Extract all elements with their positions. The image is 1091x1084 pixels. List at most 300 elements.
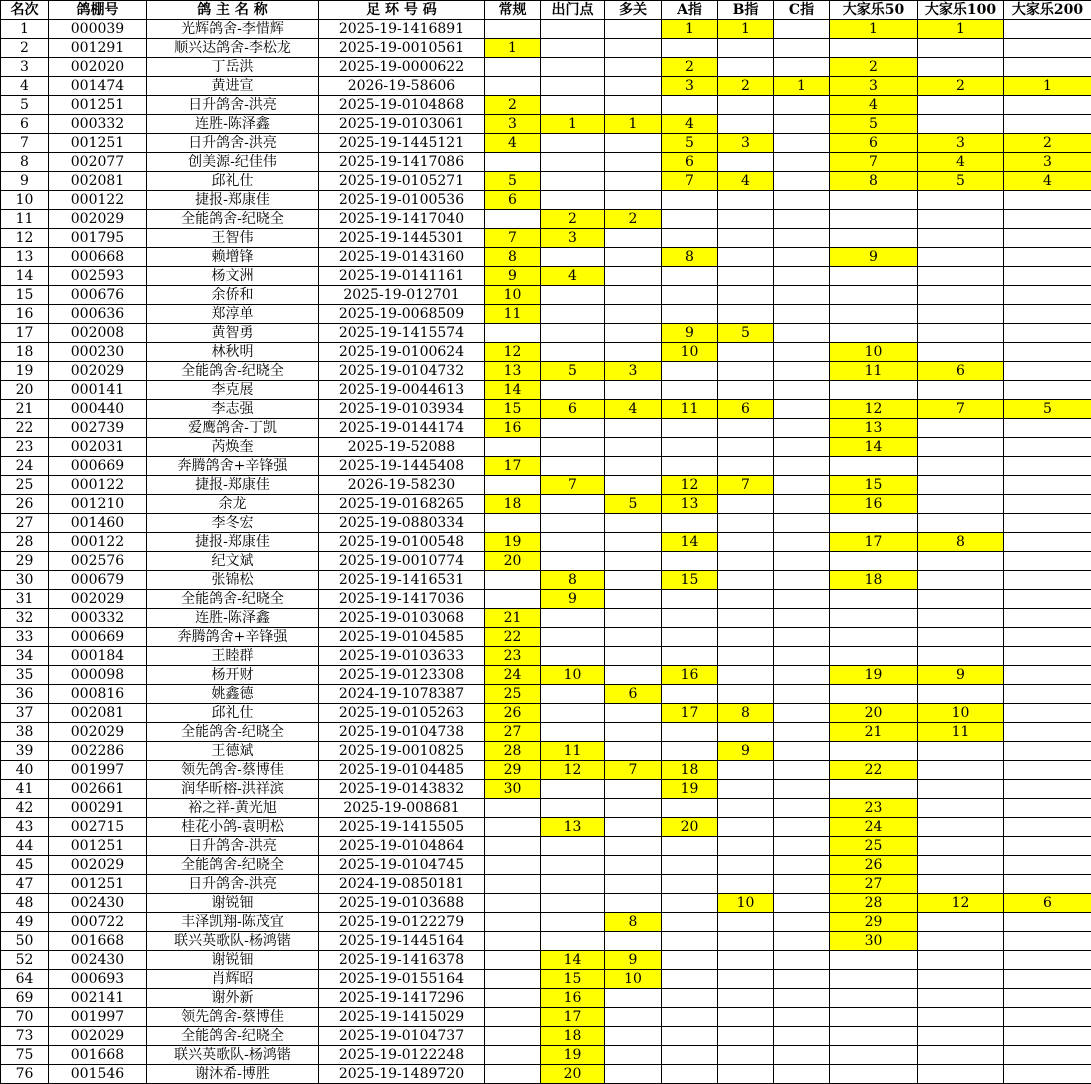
dajiale-50-cell (830, 590, 918, 609)
multi-stage-cell (605, 799, 662, 818)
regular-cell: 17 (485, 457, 541, 476)
regular-cell (485, 913, 541, 932)
loft-id-cell: 000669 (49, 628, 147, 647)
dajiale-200-cell (1004, 210, 1091, 229)
regular-cell (485, 799, 541, 818)
rank-cell: 12 (1, 229, 49, 248)
owner-name-cell: 王智伟 (147, 229, 319, 248)
dajiale-100-cell: 8 (918, 533, 1004, 552)
rank-cell: 28 (1, 533, 49, 552)
owner-name-cell: 邱礼仕 (147, 704, 319, 723)
ring-number-cell: 2025-19-1415029 (319, 1008, 485, 1027)
dajiale-200-cell (1004, 362, 1091, 381)
dajiale-50-cell: 6 (830, 134, 918, 153)
loft-id-cell: 002029 (49, 590, 147, 609)
c-index-cell (774, 267, 830, 286)
dajiale-100-cell (918, 305, 1004, 324)
header-b-index: B指 (718, 1, 774, 20)
dajiale-200-cell (1004, 837, 1091, 856)
multi-stage-cell (605, 58, 662, 77)
exit-point-cell (541, 837, 605, 856)
owner-name-cell: 全能鸽舍-纪晓全 (147, 856, 319, 875)
dajiale-200-cell (1004, 609, 1091, 628)
exit-point-cell (541, 457, 605, 476)
table-row (1, 96, 1091, 115)
c-index-cell (774, 381, 830, 400)
rank-cell: 19 (1, 362, 49, 381)
regular-cell: 30 (485, 780, 541, 799)
table-row (1, 457, 1091, 476)
c-index-cell (774, 172, 830, 191)
dajiale-200-cell (1004, 96, 1091, 115)
owner-name-cell: 李冬宏 (147, 514, 319, 533)
dajiale-200-cell (1004, 1008, 1091, 1027)
regular-cell: 9 (485, 267, 541, 286)
ring-number-cell: 2025-19-0103633 (319, 647, 485, 666)
c-index-cell (774, 704, 830, 723)
header-exit-point: 出门点 (541, 1, 605, 20)
ring-number-cell: 2025-19-0105271 (319, 172, 485, 191)
owner-name-cell: 王德斌 (147, 742, 319, 761)
dajiale-200-cell: 3 (1004, 153, 1091, 172)
dajiale-50-cell (830, 39, 918, 58)
ring-number-cell: 2025-19-1445301 (319, 229, 485, 248)
owner-name-cell: 日升鸽舍-洪亮 (147, 134, 319, 153)
c-index-cell (774, 1008, 830, 1027)
dajiale-50-cell: 2 (830, 58, 918, 77)
b-index-cell (718, 305, 774, 324)
dajiale-50-cell: 4 (830, 96, 918, 115)
ring-number-cell: 2025-19-1417086 (319, 153, 485, 172)
table-row (1, 324, 1091, 343)
table-row (1, 514, 1091, 533)
dajiale-200-cell (1004, 495, 1091, 514)
b-index-cell (718, 571, 774, 590)
multi-stage-cell: 3 (605, 362, 662, 381)
multi-stage-cell (605, 172, 662, 191)
c-index-cell (774, 362, 830, 381)
loft-id-cell: 000039 (49, 20, 147, 39)
dajiale-200-cell (1004, 20, 1091, 39)
c-index-cell (774, 989, 830, 1008)
owner-name-cell: 捷报-郑康佳 (147, 191, 319, 210)
dajiale-100-cell (918, 837, 1004, 856)
owner-name-cell: 谢锐钿 (147, 894, 319, 913)
dajiale-200-cell (1004, 780, 1091, 799)
ring-number-cell: 2025-19-1415505 (319, 818, 485, 837)
dajiale-50-cell: 18 (830, 571, 918, 590)
owner-name-cell: 联兴英歌队-杨鸿锴 (147, 932, 319, 951)
exit-point-cell: 4 (541, 267, 605, 286)
dajiale-100-cell (918, 970, 1004, 989)
b-index-cell (718, 58, 774, 77)
dajiale-200-cell (1004, 533, 1091, 552)
owner-name-cell: 余龙 (147, 495, 319, 514)
loft-id-cell: 000122 (49, 476, 147, 495)
c-index-cell (774, 685, 830, 704)
c-index-cell (774, 324, 830, 343)
loft-id-cell: 001251 (49, 837, 147, 856)
multi-stage-cell (605, 989, 662, 1008)
table-row (1, 115, 1091, 134)
a-index-cell (662, 989, 718, 1008)
header-row (1, 1, 1091, 20)
rank-cell: 5 (1, 96, 49, 115)
dajiale-200-cell (1004, 58, 1091, 77)
dajiale-100-cell (918, 419, 1004, 438)
c-index-cell (774, 248, 830, 267)
ring-number-cell: 2025-19-0155164 (319, 970, 485, 989)
rank-cell: 44 (1, 837, 49, 856)
multi-stage-cell (605, 419, 662, 438)
owner-name-cell: 奔腾鸽舍+辛锋强 (147, 628, 319, 647)
b-index-cell (718, 514, 774, 533)
table-row (1, 1046, 1091, 1065)
regular-cell (485, 590, 541, 609)
dajiale-100-cell (918, 381, 1004, 400)
table-row (1, 229, 1091, 248)
dajiale-100-cell (918, 1008, 1004, 1027)
exit-point-cell (541, 932, 605, 951)
b-index-cell: 7 (718, 476, 774, 495)
regular-cell: 2 (485, 96, 541, 115)
ring-number-cell: 2025-19-0104732 (319, 362, 485, 381)
header-ring-number: 足 环 号 码 (319, 1, 485, 20)
c-index-cell (774, 647, 830, 666)
ring-number-cell: 2025-19-0104585 (319, 628, 485, 647)
dajiale-100-cell (918, 229, 1004, 248)
ring-number-cell: 2025-19-0044613 (319, 381, 485, 400)
a-index-cell: 1 (662, 20, 718, 39)
b-index-cell (718, 457, 774, 476)
dajiale-100-cell (918, 210, 1004, 229)
owner-name-cell: 丰泽凯翔-陈茂宜 (147, 913, 319, 932)
loft-id-cell: 000676 (49, 286, 147, 305)
dajiale-100-cell (918, 989, 1004, 1008)
dajiale-50-cell (830, 191, 918, 210)
ring-number-cell: 2025-19-0103934 (319, 400, 485, 419)
loft-id-cell: 000722 (49, 913, 147, 932)
dajiale-200-cell: 4 (1004, 172, 1091, 191)
c-index-cell (774, 609, 830, 628)
multi-stage-cell (605, 381, 662, 400)
header-rank: 名次 (1, 1, 49, 20)
rank-cell: 25 (1, 476, 49, 495)
rank-cell: 15 (1, 286, 49, 305)
a-index-cell: 20 (662, 818, 718, 837)
table-row (1, 856, 1091, 875)
exit-point-cell: 20 (541, 1065, 605, 1084)
regular-cell: 12 (485, 343, 541, 362)
table-row (1, 704, 1091, 723)
regular-cell: 16 (485, 419, 541, 438)
regular-cell: 22 (485, 628, 541, 647)
rank-cell: 9 (1, 172, 49, 191)
ring-number-cell: 2025-19-1489720 (319, 1065, 485, 1084)
rank-cell: 43 (1, 818, 49, 837)
dajiale-200-cell (1004, 704, 1091, 723)
table-row (1, 970, 1091, 989)
ring-number-cell: 2025-19-008681 (319, 799, 485, 818)
owner-name-cell: 裕之祥-黄光旭 (147, 799, 319, 818)
rank-cell: 42 (1, 799, 49, 818)
regular-cell (485, 856, 541, 875)
regular-cell: 21 (485, 609, 541, 628)
rank-cell: 3 (1, 58, 49, 77)
dajiale-100-cell (918, 799, 1004, 818)
owner-name-cell: 丁岳洪 (147, 58, 319, 77)
dajiale-50-cell: 10 (830, 343, 918, 362)
dajiale-100-cell: 6 (918, 362, 1004, 381)
a-index-cell (662, 419, 718, 438)
c-index-cell (774, 457, 830, 476)
regular-cell: 4 (485, 134, 541, 153)
multi-stage-cell (605, 1065, 662, 1084)
loft-id-cell: 000291 (49, 799, 147, 818)
rank-cell: 38 (1, 723, 49, 742)
b-index-cell (718, 856, 774, 875)
regular-cell: 20 (485, 552, 541, 571)
ring-number-cell: 2024-19-0850181 (319, 875, 485, 894)
dajiale-50-cell: 13 (830, 419, 918, 438)
table-row (1, 39, 1091, 58)
exit-point-cell: 7 (541, 476, 605, 495)
loft-id-cell: 002029 (49, 723, 147, 742)
a-index-cell (662, 951, 718, 970)
regular-cell: 7 (485, 229, 541, 248)
exit-point-cell: 17 (541, 1008, 605, 1027)
regular-cell (485, 58, 541, 77)
rank-cell: 49 (1, 913, 49, 932)
rank-cell: 34 (1, 647, 49, 666)
c-index-cell (774, 970, 830, 989)
c-index-cell (774, 476, 830, 495)
regular-cell (485, 894, 541, 913)
c-index-cell (774, 723, 830, 742)
header-a-index: A指 (662, 1, 718, 20)
rank-cell: 39 (1, 742, 49, 761)
multi-stage-cell (605, 267, 662, 286)
ring-number-cell: 2025-19-012701 (319, 286, 485, 305)
owner-name-cell: 林秋明 (147, 343, 319, 362)
dajiale-100-cell (918, 58, 1004, 77)
regular-cell (485, 989, 541, 1008)
a-index-cell (662, 799, 718, 818)
table-row (1, 989, 1091, 1008)
rank-cell: 21 (1, 400, 49, 419)
exit-point-cell: 1 (541, 115, 605, 134)
dajiale-50-cell (830, 628, 918, 647)
a-index-cell (662, 856, 718, 875)
c-index-cell (774, 210, 830, 229)
dajiale-100-cell: 9 (918, 666, 1004, 685)
loft-id-cell: 002029 (49, 1027, 147, 1046)
a-index-cell: 8 (662, 248, 718, 267)
table-row (1, 780, 1091, 799)
table-row (1, 248, 1091, 267)
owner-name-cell: 全能鸽舍-纪晓全 (147, 590, 319, 609)
a-index-cell (662, 1065, 718, 1084)
exit-point-cell (541, 77, 605, 96)
dajiale-200-cell (1004, 267, 1091, 286)
dajiale-50-cell: 22 (830, 761, 918, 780)
b-index-cell (718, 875, 774, 894)
b-index-cell (718, 628, 774, 647)
a-index-cell: 16 (662, 666, 718, 685)
rank-cell: 47 (1, 875, 49, 894)
b-index-cell (718, 1046, 774, 1065)
table-row (1, 1027, 1091, 1046)
dajiale-100-cell (918, 343, 1004, 362)
dajiale-200-cell (1004, 856, 1091, 875)
owner-name-cell: 邱礼仕 (147, 172, 319, 191)
b-index-cell (718, 533, 774, 552)
ring-number-cell: 2025-19-0103061 (319, 115, 485, 134)
b-index-cell (718, 343, 774, 362)
a-index-cell: 2 (662, 58, 718, 77)
owner-name-cell: 创美源-纪佳伟 (147, 153, 319, 172)
exit-point-cell (541, 305, 605, 324)
dajiale-100-cell (918, 856, 1004, 875)
exit-point-cell: 15 (541, 970, 605, 989)
b-index-cell (718, 1027, 774, 1046)
a-index-cell (662, 438, 718, 457)
b-index-cell: 2 (718, 77, 774, 96)
a-index-cell: 18 (662, 761, 718, 780)
exit-point-cell (541, 609, 605, 628)
a-index-cell (662, 552, 718, 571)
c-index-cell (774, 666, 830, 685)
c-index-cell (774, 438, 830, 457)
a-index-cell (662, 457, 718, 476)
b-index-cell (718, 362, 774, 381)
table-row (1, 609, 1091, 628)
dajiale-50-cell (830, 970, 918, 989)
rank-cell: 48 (1, 894, 49, 913)
b-index-cell: 6 (718, 400, 774, 419)
dajiale-200-cell (1004, 951, 1091, 970)
dajiale-200-cell (1004, 248, 1091, 267)
regular-cell (485, 970, 541, 989)
dajiale-200-cell (1004, 818, 1091, 837)
rank-cell: 50 (1, 932, 49, 951)
a-index-cell (662, 932, 718, 951)
a-index-cell: 4 (662, 115, 718, 134)
multi-stage-cell: 8 (605, 913, 662, 932)
dajiale-100-cell (918, 647, 1004, 666)
exit-point-cell (541, 628, 605, 647)
dajiale-200-cell: 1 (1004, 77, 1091, 96)
ring-number-cell: 2025-19-1416891 (319, 20, 485, 39)
a-index-cell (662, 210, 718, 229)
c-index-cell (774, 875, 830, 894)
a-index-cell: 10 (662, 343, 718, 362)
dajiale-100-cell (918, 932, 1004, 951)
c-index-cell (774, 780, 830, 799)
exit-point-cell: 16 (541, 989, 605, 1008)
header-loft-id: 鸽棚号 (49, 1, 147, 20)
c-index-cell (774, 305, 830, 324)
rank-cell: 33 (1, 628, 49, 647)
ring-number-cell: 2025-19-0100536 (319, 191, 485, 210)
exit-point-cell (541, 248, 605, 267)
dajiale-50-cell: 15 (830, 476, 918, 495)
c-index-cell (774, 400, 830, 419)
dajiale-200-cell (1004, 438, 1091, 457)
dajiale-200-cell: 5 (1004, 400, 1091, 419)
rank-cell: 16 (1, 305, 49, 324)
regular-cell: 8 (485, 248, 541, 267)
a-index-cell (662, 286, 718, 305)
c-index-cell (774, 590, 830, 609)
c-index-cell (774, 343, 830, 362)
c-index-cell (774, 818, 830, 837)
dajiale-100-cell (918, 191, 1004, 210)
dajiale-50-cell: 30 (830, 932, 918, 951)
dajiale-200-cell (1004, 305, 1091, 324)
ring-number-cell: 2025-19-0010825 (319, 742, 485, 761)
a-index-cell (662, 970, 718, 989)
loft-id-cell: 001795 (49, 229, 147, 248)
c-index-cell (774, 286, 830, 305)
c-index-cell (774, 58, 830, 77)
regular-cell: 25 (485, 685, 541, 704)
b-index-cell (718, 96, 774, 115)
dajiale-100-cell (918, 1027, 1004, 1046)
loft-id-cell: 001668 (49, 932, 147, 951)
dajiale-50-cell: 9 (830, 248, 918, 267)
ring-number-cell: 2025-19-0103688 (319, 894, 485, 913)
dajiale-100-cell (918, 514, 1004, 533)
b-index-cell (718, 761, 774, 780)
exit-point-cell (541, 514, 605, 533)
regular-cell: 29 (485, 761, 541, 780)
a-index-cell: 15 (662, 571, 718, 590)
ring-number-cell: 2025-19-0144174 (319, 419, 485, 438)
regular-cell (485, 324, 541, 343)
owner-name-cell: 王睦群 (147, 647, 319, 666)
dajiale-50-cell: 7 (830, 153, 918, 172)
loft-id-cell: 002286 (49, 742, 147, 761)
ring-number-cell: 2025-19-0143832 (319, 780, 485, 799)
table-row (1, 552, 1091, 571)
owner-name-cell: 杨文洲 (147, 267, 319, 286)
b-index-cell: 9 (718, 742, 774, 761)
owner-name-cell: 李克展 (147, 381, 319, 400)
header-owner-name: 鸽 主 名 称 (147, 1, 319, 20)
dajiale-50-cell: 28 (830, 894, 918, 913)
dajiale-50-cell (830, 951, 918, 970)
rank-cell: 73 (1, 1027, 49, 1046)
exit-point-cell (541, 647, 605, 666)
a-index-cell: 19 (662, 780, 718, 799)
dajiale-50-cell (830, 305, 918, 324)
c-index-cell (774, 20, 830, 39)
dajiale-50-cell (830, 1027, 918, 1046)
dajiale-200-cell (1004, 1046, 1091, 1065)
owner-name-cell: 郑淳单 (147, 305, 319, 324)
regular-cell: 27 (485, 723, 541, 742)
owner-name-cell: 肖辉昭 (147, 970, 319, 989)
table-row (1, 685, 1091, 704)
ring-number-cell: 2025-19-0104738 (319, 723, 485, 742)
exit-point-cell: 6 (541, 400, 605, 419)
exit-point-cell (541, 780, 605, 799)
b-index-cell (718, 248, 774, 267)
owner-name-cell: 捷报-郑康佳 (147, 533, 319, 552)
b-index-cell: 1 (718, 20, 774, 39)
table-row (1, 362, 1091, 381)
